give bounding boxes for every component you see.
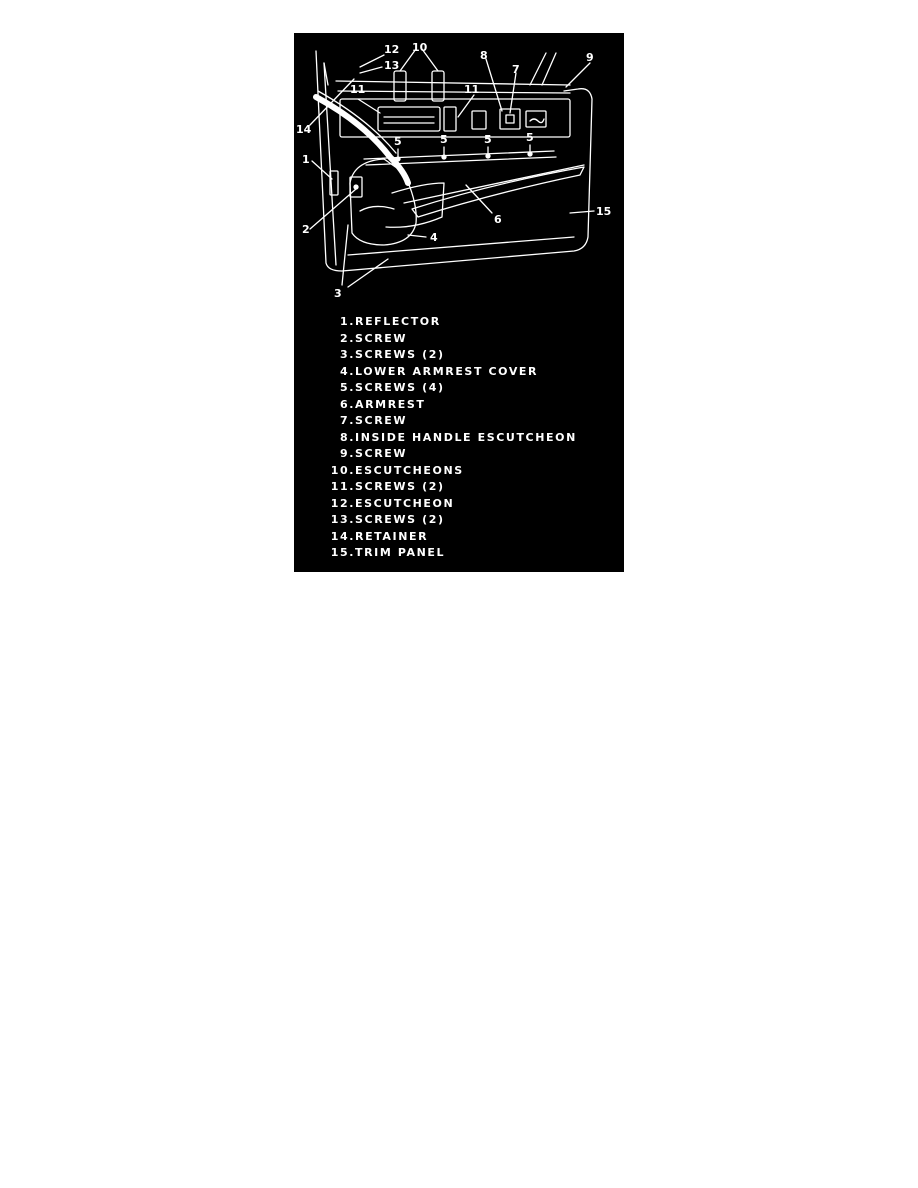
legend-item-number: 5.	[339, 381, 355, 394]
callout-5-first: 5	[394, 135, 402, 148]
legend-item	[324, 545, 614, 562]
legend-item-number: 3.	[339, 348, 355, 361]
legend-item	[324, 331, 614, 348]
window-frame-pillar	[530, 53, 556, 85]
legend-item	[324, 479, 614, 496]
callout-5-fourth: 5	[526, 131, 534, 144]
switch-escutcheon-left-window	[378, 107, 440, 131]
legend-item-number: 12.	[330, 496, 355, 510]
badge-script	[530, 119, 544, 123]
callout-7: 7	[512, 63, 520, 76]
legend-item-number: 6.	[339, 397, 355, 411]
leader-9	[566, 63, 590, 87]
parts-legend	[324, 314, 614, 562]
door-frame-inner-outline	[324, 63, 336, 265]
legend-item	[324, 512, 614, 529]
leader-4	[408, 235, 426, 237]
legend-item-number: 14.	[330, 529, 355, 543]
leader-8	[486, 59, 502, 111]
legend-item	[324, 364, 614, 381]
legend-item-label: SCREWS (2)	[355, 513, 445, 526]
legend-item-number: 7.	[339, 414, 355, 427]
legend-item-label: LOWER ARMREST COVER	[355, 364, 539, 378]
leader-12	[360, 55, 384, 67]
callout-14: 14	[296, 123, 312, 136]
legend-item-number: 11.	[330, 480, 355, 493]
leader-3-right	[348, 259, 388, 287]
callout-13: 13	[384, 59, 400, 72]
legend-item-label: ARMREST	[355, 397, 426, 411]
legend-item-label: ESCUTCHEONS	[355, 463, 464, 477]
legend-item-number: 4.	[339, 364, 355, 378]
legend-item-label: INSIDE HANDLE ESCUTCHEON	[355, 430, 577, 444]
callout-15: 15	[596, 205, 612, 218]
legend-item-label: REFLECTOR	[355, 315, 441, 328]
switch-escutcheon-left-slat	[384, 117, 434, 123]
leader-13	[360, 67, 382, 73]
legend-item	[324, 380, 614, 397]
legend-item	[324, 446, 614, 463]
callout-6: 6	[494, 213, 502, 226]
armrest-outline	[412, 167, 584, 217]
legend-item-number: 9.	[339, 447, 355, 460]
legend-item	[324, 529, 614, 546]
leader-3-left	[342, 225, 348, 285]
callout-5-second: 5	[440, 133, 448, 146]
panel-bottom-seam	[348, 237, 574, 255]
legend-item-label: TRIM PANEL	[355, 546, 446, 559]
legend-item-label: SCREW	[355, 414, 408, 427]
legend-item-number: 10.	[330, 463, 355, 477]
callout-12: 12	[384, 43, 400, 56]
door-trim-panel-illustration	[294, 33, 624, 313]
legend-item-label: SCREW	[355, 331, 408, 345]
callout-3: 3	[334, 287, 342, 300]
legend-item-label: SCREWS (4)	[355, 381, 445, 394]
legend-item-number: 13.	[330, 513, 355, 526]
panel-top-edge	[336, 81, 570, 85]
callout-9: 9	[586, 51, 594, 64]
callout-8: 8	[480, 49, 488, 62]
switch-block-middle	[472, 111, 486, 129]
legend-item	[324, 413, 614, 430]
legend-item-label: SCREWS (2)	[355, 480, 445, 493]
callout-11-left: 11	[350, 83, 366, 96]
legend-item-number: 1.	[339, 315, 355, 328]
legend-item	[324, 347, 614, 364]
lower-armrest-cover-inner	[360, 206, 394, 211]
legend-item	[324, 496, 614, 513]
panel-top-edge-inner	[338, 91, 570, 93]
leader-15	[570, 211, 594, 213]
callout-10: 10	[412, 41, 428, 54]
legend-item-label: RETAINER	[355, 529, 429, 543]
upper-escutcheon-left	[394, 71, 406, 101]
legend-item-label: ESCUTCHEON	[355, 496, 455, 510]
legend-item-label: SCREWS (2)	[355, 348, 445, 361]
legend-item-number: 8.	[339, 430, 355, 444]
switch-block-left	[444, 107, 456, 131]
callout-2: 2	[302, 223, 310, 236]
leader-11-left	[358, 99, 380, 113]
legend-item	[324, 463, 614, 480]
legend-item-label: SCREW	[355, 447, 408, 460]
legend-item	[324, 314, 614, 331]
legend-item-number: 2.	[339, 331, 355, 345]
legend-item	[324, 397, 614, 414]
inside-handle	[506, 115, 514, 123]
callout-11-right: 11	[464, 83, 480, 96]
door-trim-panel-figure	[294, 33, 624, 572]
callout-4: 4	[430, 231, 438, 244]
upper-escutcheon-right	[432, 71, 444, 101]
legend-item	[324, 430, 614, 447]
legend-item-number: 15.	[330, 546, 355, 559]
callout-1: 1	[302, 153, 310, 166]
callout-5-third: 5	[484, 133, 492, 146]
